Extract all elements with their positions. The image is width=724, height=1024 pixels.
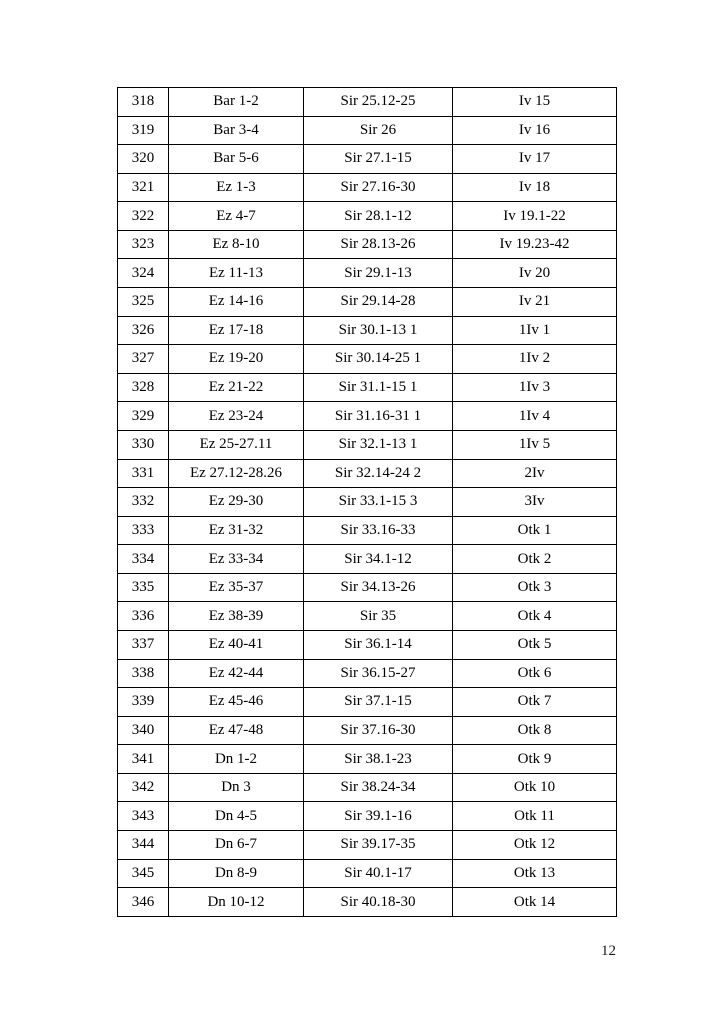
table-cell: Ez 25-27.11 (169, 430, 304, 459)
table-row (118, 859, 617, 888)
table-cell: 334 (118, 545, 169, 574)
table-cell: Sir 33.16-33 (304, 516, 453, 545)
table-cell: 3Iv (453, 488, 617, 517)
table-cell: Otk 10 (453, 773, 617, 802)
table-cell: Iv 15 (453, 88, 617, 117)
table-cell: Dn 4-5 (169, 802, 304, 831)
table-cell: Sir 34.1-12 (304, 545, 453, 574)
table-cell: 346 (118, 888, 169, 917)
table-row (118, 373, 617, 402)
table-body (118, 88, 617, 917)
table-cell: 342 (118, 773, 169, 802)
table-cell: Sir 40.18-30 (304, 888, 453, 917)
table-cell: Ez 21-22 (169, 373, 304, 402)
table-cell: Ez 4-7 (169, 202, 304, 231)
table-cell: Ez 47-48 (169, 716, 304, 745)
table-row (118, 259, 617, 288)
table-cell: Otk 1 (453, 516, 617, 545)
table-cell: 337 (118, 630, 169, 659)
table-cell: Ez 38-39 (169, 602, 304, 631)
table-cell: Ez 8-10 (169, 230, 304, 259)
table-cell: Ez 40-41 (169, 630, 304, 659)
table-cell: Sir 37.16-30 (304, 716, 453, 745)
table-row (118, 688, 617, 717)
table-cell: Sir 38.24-34 (304, 773, 453, 802)
table-cell: Sir 31.16-31 1 (304, 402, 453, 431)
table-cell: 343 (118, 802, 169, 831)
table-cell: Otk 7 (453, 688, 617, 717)
table-row (118, 745, 617, 774)
table-cell: Otk 4 (453, 602, 617, 631)
table-cell: Otk 8 (453, 716, 617, 745)
table-row (118, 545, 617, 574)
table-cell: 340 (118, 716, 169, 745)
reading-plan-table (117, 87, 617, 917)
table-row (118, 716, 617, 745)
table-row (118, 459, 617, 488)
table-cell: 333 (118, 516, 169, 545)
table-cell: Sir 33.1-15 3 (304, 488, 453, 517)
table-cell: Otk 2 (453, 545, 617, 574)
table-cell: 341 (118, 745, 169, 774)
table-cell: Sir 28.1-12 (304, 202, 453, 231)
table-cell: 335 (118, 573, 169, 602)
table-cell: Iv 16 (453, 116, 617, 145)
table-row (118, 659, 617, 688)
table-cell: 321 (118, 173, 169, 202)
table-cell: Dn 6-7 (169, 831, 304, 860)
table-row (118, 230, 617, 259)
table-cell: Iv 20 (453, 259, 617, 288)
table-cell: Ez 11-13 (169, 259, 304, 288)
table-cell: Ez 17-18 (169, 316, 304, 345)
table-cell: Otk 11 (453, 802, 617, 831)
table-row (118, 488, 617, 517)
table-cell: Sir 39.1-16 (304, 802, 453, 831)
table-cell: Ez 19-20 (169, 345, 304, 374)
table-cell: Sir 36.1-14 (304, 630, 453, 659)
table-cell: 318 (118, 88, 169, 117)
table-cell: Otk 6 (453, 659, 617, 688)
table-cell: 339 (118, 688, 169, 717)
table-cell: 1Iv 3 (453, 373, 617, 402)
table-cell: 331 (118, 459, 169, 488)
table-cell: 319 (118, 116, 169, 145)
table-cell: Sir 25.12-25 (304, 88, 453, 117)
table-cell: Iv 17 (453, 145, 617, 174)
table-cell: Iv 21 (453, 288, 617, 317)
table-cell: 332 (118, 488, 169, 517)
table-cell: Iv 18 (453, 173, 617, 202)
table-row (118, 402, 617, 431)
table-cell: Iv 19.23-42 (453, 230, 617, 259)
table-cell: Sir 30.1-13 1 (304, 316, 453, 345)
table-cell: 1Iv 1 (453, 316, 617, 345)
table-row (118, 145, 617, 174)
page-number: 12 (601, 943, 616, 959)
table-cell: Ez 42-44 (169, 659, 304, 688)
table-cell: 322 (118, 202, 169, 231)
table-cell: Dn 1-2 (169, 745, 304, 774)
table-cell: Otk 13 (453, 859, 617, 888)
table-cell: Sir 27.16-30 (304, 173, 453, 202)
table-cell: 324 (118, 259, 169, 288)
table-cell: 338 (118, 659, 169, 688)
table-row (118, 173, 617, 202)
table-cell: 345 (118, 859, 169, 888)
table-cell: Ez 35-37 (169, 573, 304, 602)
table-cell: Sir 32.14-24 2 (304, 459, 453, 488)
table-cell: Sir 39.17-35 (304, 831, 453, 860)
table-row (118, 345, 617, 374)
table-cell: 329 (118, 402, 169, 431)
table-cell: Ez 29-30 (169, 488, 304, 517)
table-row (118, 802, 617, 831)
table-cell: Sir 29.1-13 (304, 259, 453, 288)
table-row (118, 888, 617, 917)
table-cell: Otk 3 (453, 573, 617, 602)
table-cell: Dn 10-12 (169, 888, 304, 917)
table-row (118, 316, 617, 345)
table-cell: 328 (118, 373, 169, 402)
table-cell: 327 (118, 345, 169, 374)
table-cell: 325 (118, 288, 169, 317)
table-row (118, 630, 617, 659)
table-cell: 336 (118, 602, 169, 631)
table-cell: Sir 26 (304, 116, 453, 145)
table-cell: Sir 32.1-13 1 (304, 430, 453, 459)
table-cell: 1Iv 4 (453, 402, 617, 431)
table-cell: Sir 37.1-15 (304, 688, 453, 717)
table-cell: Sir 35 (304, 602, 453, 631)
table-cell: Sir 28.13-26 (304, 230, 453, 259)
table-row (118, 116, 617, 145)
table-row (118, 773, 617, 802)
table-cell: 2Iv (453, 459, 617, 488)
table-row (118, 602, 617, 631)
table-row (118, 288, 617, 317)
table-cell: Otk 12 (453, 831, 617, 860)
table-cell: Sir 30.14-25 1 (304, 345, 453, 374)
table-row (118, 573, 617, 602)
table-cell: 1Iv 5 (453, 430, 617, 459)
table-cell: Ez 45-46 (169, 688, 304, 717)
table-cell: Sir 36.15-27 (304, 659, 453, 688)
table-cell: Sir 27.1-15 (304, 145, 453, 174)
table-cell: Otk 9 (453, 745, 617, 774)
table-cell: Sir 31.1-15 1 (304, 373, 453, 402)
table-row (118, 516, 617, 545)
table-cell: 344 (118, 831, 169, 860)
table-cell: 1Iv 2 (453, 345, 617, 374)
table-cell: Ez 27.12-28.26 (169, 459, 304, 488)
table-cell: 320 (118, 145, 169, 174)
table-cell: 326 (118, 316, 169, 345)
table-cell: Dn 3 (169, 773, 304, 802)
table-cell: Ez 31-32 (169, 516, 304, 545)
table-cell: Sir 34.13-26 (304, 573, 453, 602)
table-cell: Dn 8-9 (169, 859, 304, 888)
table-cell: Ez 23-24 (169, 402, 304, 431)
table-cell: Otk 5 (453, 630, 617, 659)
table-cell: Ez 14-16 (169, 288, 304, 317)
table-cell: Ez 1-3 (169, 173, 304, 202)
table-cell: Iv 19.1-22 (453, 202, 617, 231)
table-cell: Bar 3-4 (169, 116, 304, 145)
table-cell: Sir 29.14-28 (304, 288, 453, 317)
table-cell: Bar 5-6 (169, 145, 304, 174)
table-cell: 323 (118, 230, 169, 259)
table-cell: Bar 1-2 (169, 88, 304, 117)
table-row (118, 430, 617, 459)
table-row (118, 831, 617, 860)
table-cell: 330 (118, 430, 169, 459)
table-row (118, 202, 617, 231)
table-cell: Ez 33-34 (169, 545, 304, 574)
table-row (118, 88, 617, 117)
table-cell: Sir 38.1-23 (304, 745, 453, 774)
table-cell: Otk 14 (453, 888, 617, 917)
table-cell: Sir 40.1-17 (304, 859, 453, 888)
